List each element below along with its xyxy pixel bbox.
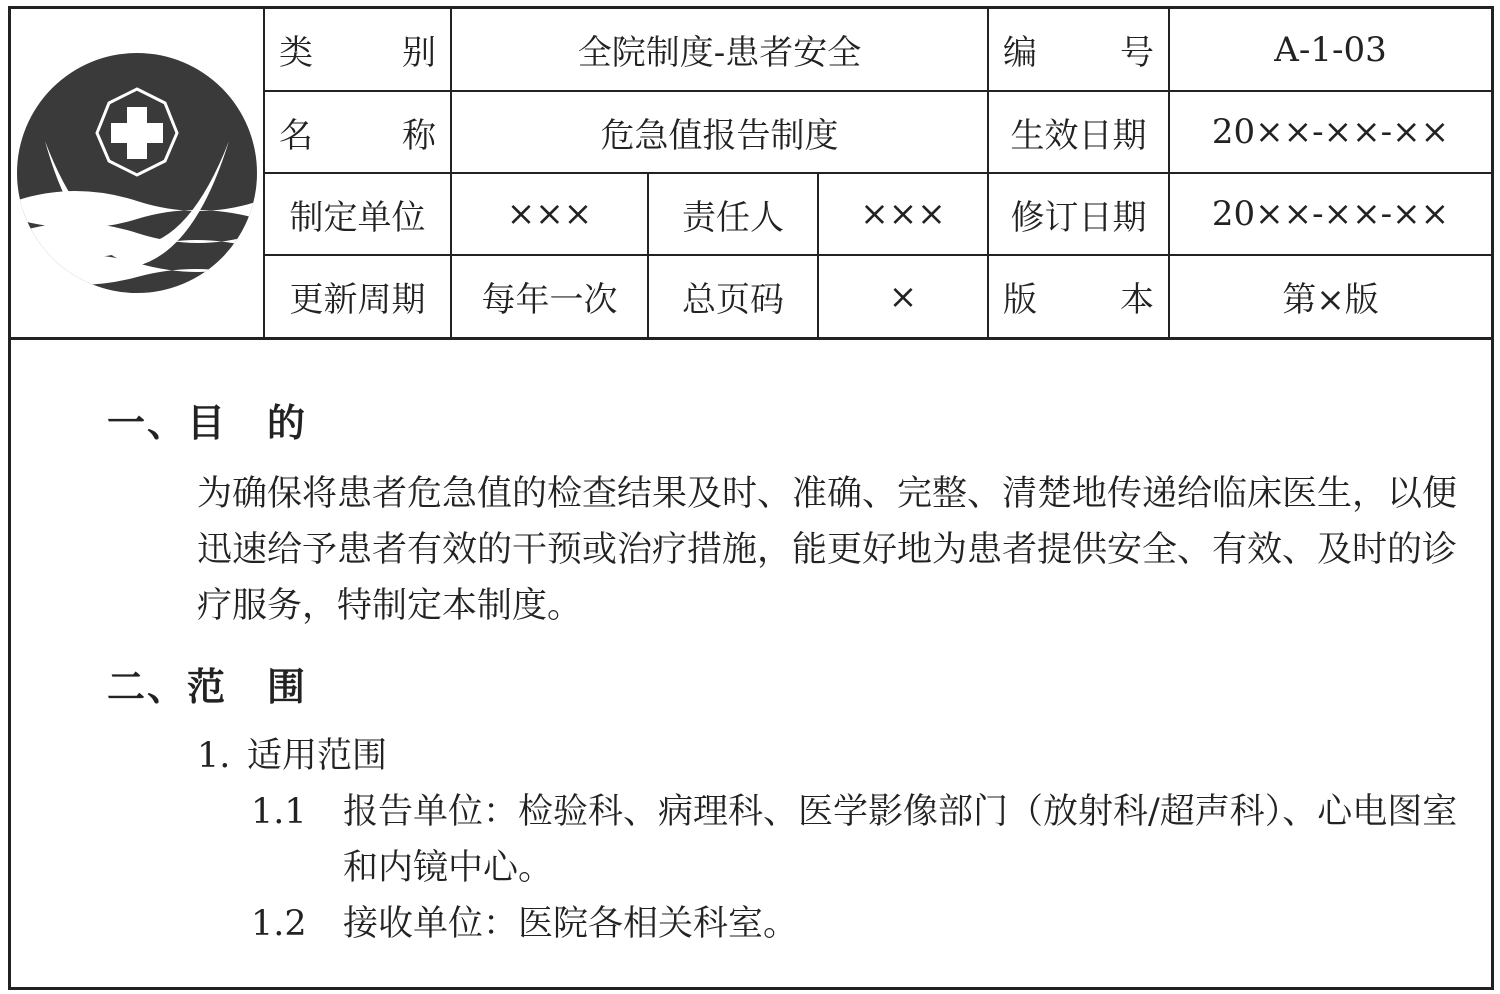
cycle-value: 每年一次 <box>451 255 648 337</box>
document-header <box>11 9 1491 340</box>
document-frame <box>8 6 1494 990</box>
section2-heading: 二、范 围 <box>107 664 308 709</box>
item-text: 接收单位：医院各相关科室。 <box>343 904 799 944</box>
category-value: 全院制度-患者安全 <box>451 9 988 91</box>
owner-value: ××× <box>818 173 988 255</box>
version-value: 第×版 <box>1169 255 1491 337</box>
pages-label: 总页码 <box>648 255 818 337</box>
section1-heading: 一、目 的 <box>107 400 308 445</box>
item-number: 1.1 <box>251 792 307 832</box>
owner-label: 责任人 <box>648 173 818 255</box>
effective-date-label: 生效日期 <box>988 91 1169 173</box>
hospital-logo-icon <box>15 51 259 295</box>
revised-date-value: 20××-××-×× <box>1169 173 1491 255</box>
unit-label: 制定单位 <box>265 173 451 255</box>
scope-item-1 <box>197 728 387 784</box>
effective-date-value: 20××-××-×× <box>1169 91 1491 173</box>
number-value: A-1-03 <box>1169 9 1491 91</box>
version-label: 版 本 <box>988 255 1169 337</box>
section1-body: 为确保将患者危急值的检查结果及时、准确、完整、清楚地传递给临床医生，以便迅速给予患者有效的干预或治疗措施，能更好地为患者提供安全、有效、及时的诊疗服务，特制定本制度。 <box>197 474 1458 626</box>
scope-item-1-2 <box>251 896 798 952</box>
hospital-logo-cell <box>11 9 265 337</box>
pages-value: × <box>818 255 988 337</box>
item-number: 1.2 <box>251 904 307 944</box>
meta-table <box>265 9 1491 337</box>
item-text: 适用范围 <box>247 736 388 776</box>
number-label: 编 号 <box>988 9 1169 91</box>
revised-date-label: 修订日期 <box>988 173 1169 255</box>
category-label: 类 别 <box>265 9 451 91</box>
unit-value: ××× <box>451 173 648 255</box>
item-number: 1. <box>197 736 231 776</box>
name-value: 危急值报告制度 <box>451 91 988 173</box>
name-label: 名 称 <box>265 91 451 173</box>
scope-item-1-1 <box>251 784 1491 896</box>
item-text: 报告单位：检验科、病理科、医学影像部门（放射科/超声科）、心电图室和内镜中心。 <box>343 792 1458 888</box>
cycle-label: 更新周期 <box>265 255 451 337</box>
